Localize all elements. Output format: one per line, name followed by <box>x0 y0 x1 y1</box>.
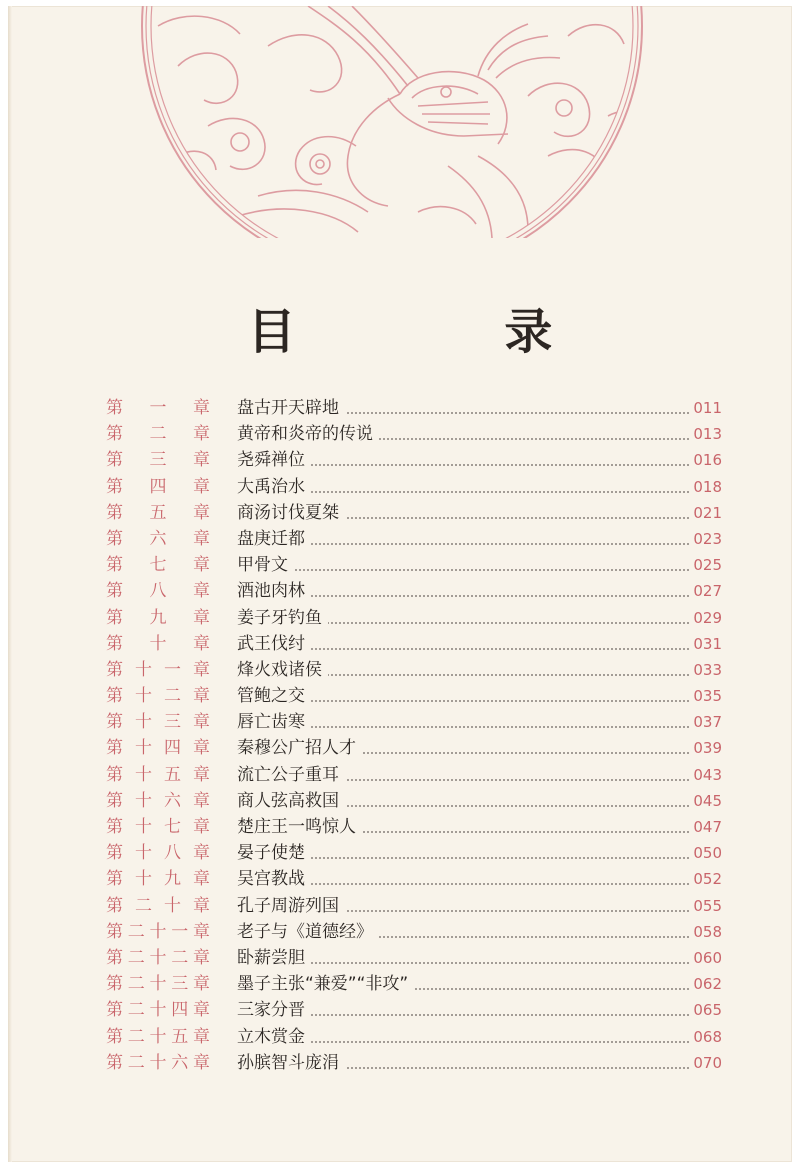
toc-entry[interactable] <box>8 998 792 1024</box>
chapter-label: 第 十 七 章 <box>106 817 210 837</box>
entry-title: 孔子周游列国 <box>237 894 345 918</box>
page-number: 021 <box>689 501 722 525</box>
chapter-label: 第 八 章 <box>106 581 210 602</box>
page-number: 039 <box>689 736 722 760</box>
chapter-label: 第 十 八 章 <box>106 843 210 864</box>
page-number: 025 <box>689 553 722 577</box>
page-number: 016 <box>689 448 722 472</box>
chapter-label: 第 二 十 一 章 <box>106 921 210 942</box>
toc-entry[interactable] <box>8 894 792 920</box>
entry-title: 墨子主张“兼爱”“非攻” <box>237 972 414 996</box>
entry-title: 楚庄王一鸣惊人 <box>237 815 362 839</box>
entry-title: 老子与《道德经》 <box>237 920 379 944</box>
entry-title: 商人弦高救国 <box>237 789 345 813</box>
chapter-label: 第 九 章 <box>106 607 210 628</box>
entry-title: 武王伐纣 <box>237 632 311 656</box>
page-number: 055 <box>689 894 722 918</box>
toc-entry[interactable] <box>8 972 792 998</box>
page-number: 060 <box>689 946 722 970</box>
page-number: 023 <box>689 527 722 551</box>
entry-title: 卧薪尝胆 <box>237 946 311 970</box>
entry-title: 甲骨文 <box>237 553 294 577</box>
page-number: 050 <box>689 841 722 865</box>
chapter-label: 第 五 章 <box>106 502 210 523</box>
chapter-label: 第 十 六 章 <box>106 790 210 811</box>
page-number: 011 <box>689 396 722 420</box>
entry-title: 酒池肉林 <box>237 579 311 603</box>
chapter-label: 第 一 章 <box>106 398 210 418</box>
toc-entry[interactable] <box>8 579 792 605</box>
toc-entry[interactable] <box>8 632 792 658</box>
page-number: 045 <box>689 789 722 813</box>
toc-heading: 目 录 <box>247 304 649 360</box>
entry-title: 立木赏金 <box>237 1025 311 1049</box>
entry-title: 尧舜禅位 <box>237 448 311 472</box>
chapter-label: 第 二 十 五 章 <box>106 1026 210 1047</box>
toc-entry[interactable] <box>8 710 792 736</box>
chapter-label: 第 十 一 章 <box>106 659 210 680</box>
page-number: 029 <box>689 606 722 630</box>
entry-title: 姜子牙钓鱼 <box>237 606 328 630</box>
toc-entry[interactable] <box>8 422 792 448</box>
page-number: 070 <box>689 1051 722 1075</box>
page-number: 043 <box>689 763 722 787</box>
chapter-label: 第 二 十 二 章 <box>106 947 210 968</box>
toc-entry[interactable] <box>8 684 792 710</box>
page-number: 031 <box>689 632 722 656</box>
toc-entry[interactable] <box>8 448 792 474</box>
page-number: 027 <box>689 579 722 603</box>
entry-title: 盘古开天辟地 <box>237 396 345 420</box>
entry-title: 管鲍之交 <box>237 684 311 708</box>
entry-title: 大禹治水 <box>237 475 311 499</box>
chapter-label: 第 七 章 <box>106 555 210 576</box>
chapter-label: 第 十 九 章 <box>106 869 210 890</box>
toc-entry[interactable] <box>8 946 792 972</box>
toc-entry[interactable] <box>8 920 792 946</box>
toc-entry[interactable] <box>8 1025 792 1051</box>
chapter-label: 第 四 章 <box>106 476 210 497</box>
page-number: 047 <box>689 815 722 839</box>
entry-title: 孙膑智斗庞涓 <box>237 1051 345 1075</box>
chapter-label: 第 二 十 三 章 <box>106 974 210 995</box>
chapter-label: 第 十 五 章 <box>106 764 210 785</box>
page-number: 068 <box>689 1025 722 1049</box>
book-page <box>8 6 792 1162</box>
toc-entry[interactable] <box>8 553 792 579</box>
page-number: 065 <box>689 998 722 1022</box>
chapter-label: 第 二 章 <box>106 424 210 445</box>
entry-title: 烽火戏诸侯 <box>237 658 328 682</box>
chapter-label: 第 六 章 <box>106 528 210 549</box>
page-number: 013 <box>689 422 722 446</box>
entry-title: 唇亡齿寒 <box>237 710 311 734</box>
toc-list <box>8 396 792 1077</box>
chapter-label: 第 二 十 章 <box>106 895 210 916</box>
entry-title: 吴宫教战 <box>237 867 311 891</box>
toc-entry[interactable] <box>8 841 792 867</box>
entry-title: 三家分晋 <box>237 998 311 1022</box>
chapter-label: 第 三 章 <box>106 450 210 471</box>
page-number: 035 <box>689 684 722 708</box>
page-number: 037 <box>689 710 722 734</box>
toc-entry[interactable] <box>8 1051 792 1077</box>
toc-entry[interactable] <box>8 867 792 893</box>
entry-title: 商汤讨伐夏桀 <box>237 501 345 525</box>
page-number: 062 <box>689 972 722 996</box>
entry-title: 流亡公子重耳 <box>237 763 345 787</box>
dot-leader <box>240 569 692 571</box>
chapter-label: 第 二 十 四 章 <box>106 1000 210 1021</box>
chapter-label: 第 十 三 章 <box>106 712 210 733</box>
phoenix-medallion-icon <box>8 6 792 238</box>
entry-title: 秦穆公广招人才 <box>237 736 362 760</box>
entry-title: 晏子使楚 <box>237 841 311 865</box>
page-number: 018 <box>689 475 722 499</box>
toc-entry[interactable] <box>8 501 792 527</box>
toc-entry[interactable] <box>8 789 792 815</box>
entry-title: 盘庚迁都 <box>237 527 311 551</box>
toc-entry[interactable] <box>8 396 792 422</box>
toc-entry[interactable] <box>8 475 792 501</box>
chapter-label: 第 十 四 章 <box>106 738 210 759</box>
toc-entry[interactable] <box>8 736 792 762</box>
toc-entry[interactable] <box>8 815 792 841</box>
page-number: 058 <box>689 920 722 944</box>
page-number: 052 <box>689 867 722 891</box>
chapter-label: 第 十 章 <box>106 633 210 654</box>
chapter-label: 第 十 二 章 <box>106 686 210 707</box>
toc-entry[interactable] <box>8 763 792 789</box>
toc-entry[interactable] <box>8 527 792 553</box>
entry-title: 黄帝和炎帝的传说 <box>237 422 379 446</box>
toc-entry[interactable] <box>8 658 792 684</box>
chapter-label: 第 二 十 六 章 <box>106 1052 210 1073</box>
toc-entry[interactable] <box>8 606 792 632</box>
page-number: 033 <box>689 658 722 682</box>
